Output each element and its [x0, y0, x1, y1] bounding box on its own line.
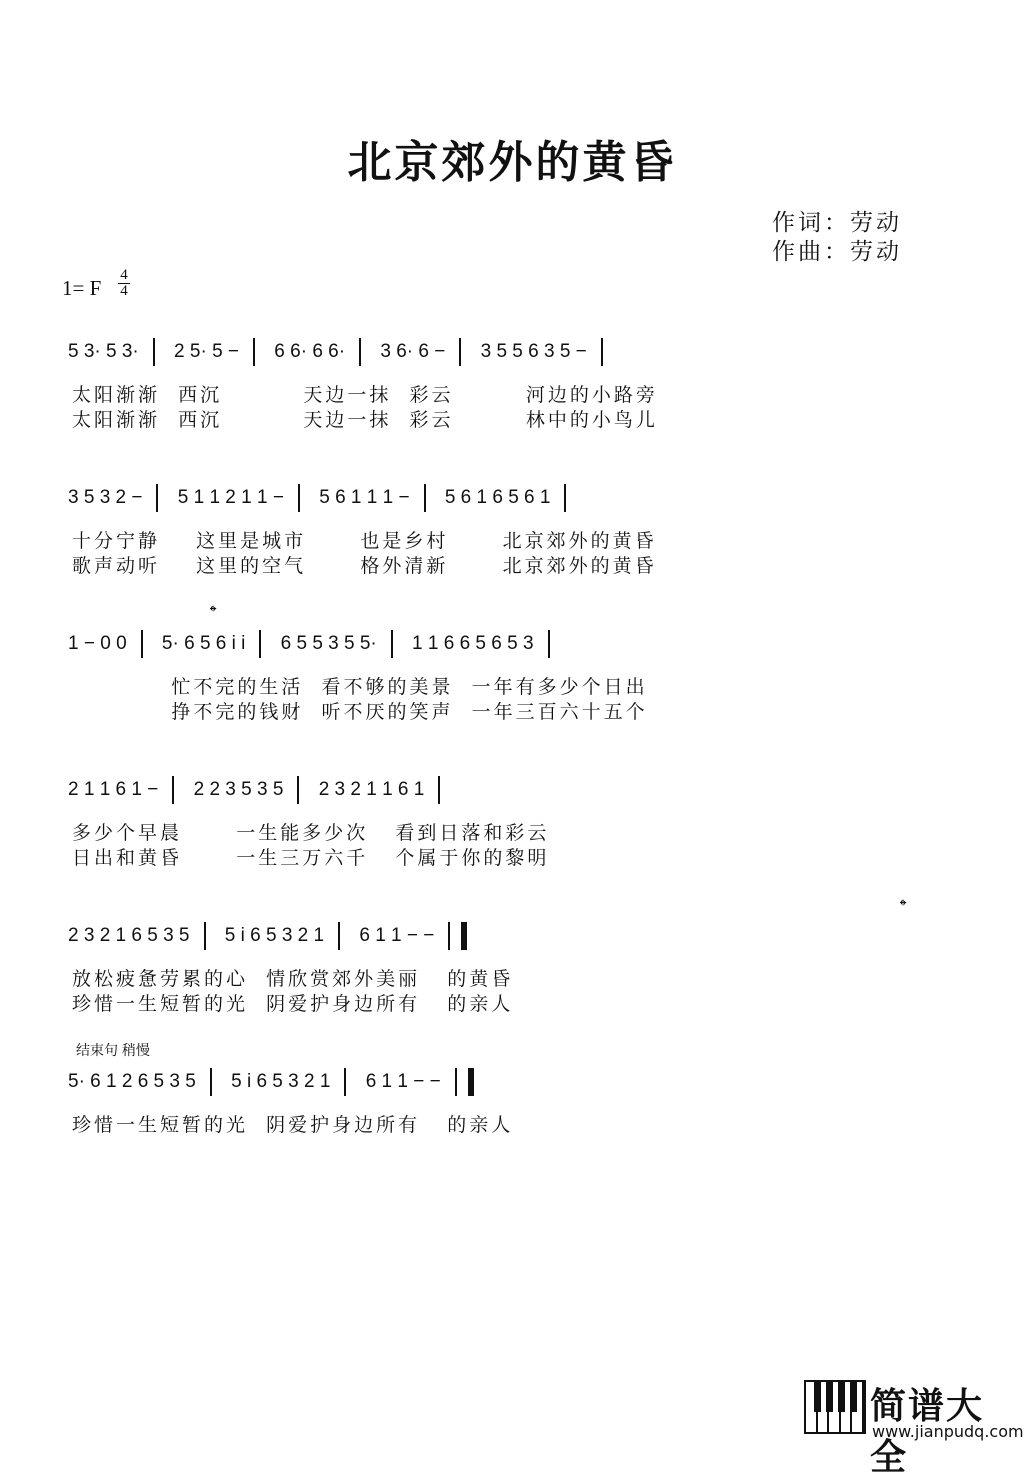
lyrics-line-1a: 太阳渐渐 西沉 天边一抹 彩云 河边的小路旁 — [72, 384, 658, 406]
repeat-barline — [448, 922, 450, 950]
lyrics-line-5a: 放松疲惫劳累的心 情欣赏郊外美丽 的黄昏 — [72, 968, 514, 990]
notation-line-1: 5 3· 5 3· 2 5· 5 − 6 6· 6 6· 3 6· 6 − 3 5 5 6 3 5 − — [62, 338, 922, 372]
score-title: 北京郊外的黄昏 — [347, 137, 677, 188]
lyrics-line-3a: 忙不完的生活 看不够的美景 一年有多少个日出 — [72, 676, 648, 698]
barline — [156, 484, 158, 512]
barline — [172, 776, 174, 804]
lyricist-credit: 作词：劳动 — [772, 210, 902, 236]
lyrics-line-1b: 太阳渐渐 西沉 天边一抹 彩云 林中的小鸟儿 — [72, 409, 658, 431]
barline — [424, 484, 426, 512]
barline — [391, 630, 393, 658]
time-signature: 4 4 — [118, 268, 130, 299]
final-barline — [468, 1068, 474, 1096]
lyrics-line-2b: 歌声动听 这里的空气 格外清新 北京郊外的黄昏 — [72, 555, 657, 577]
notation-line-3: 1 − 0 0 5· 6 5 6 i i 6 5 5 3 5 5· 1 1 6 6 5 6 5 3 — [62, 630, 922, 664]
barline — [601, 338, 603, 366]
barline — [141, 630, 143, 658]
barline — [210, 1068, 212, 1096]
barline — [344, 1068, 346, 1096]
lyrics-line-5b: 珍惜一生短暂的光 阴爱护身边所有 的亲人 — [72, 993, 514, 1015]
notation-line-2: 3 5 3 2 − 5 1 1 2 1 1 − 5 6 1 1 1 − 5 6 1 6 5 6 1 — [62, 484, 922, 518]
barline — [459, 338, 461, 366]
barline — [548, 630, 550, 658]
coda-sign: 𝄌 — [210, 602, 217, 623]
logo-name: 简谱大全 — [870, 1386, 985, 1478]
barline — [359, 338, 361, 366]
composer-credit: 作曲：劳动 — [772, 239, 902, 265]
barline — [455, 1068, 457, 1096]
barline — [259, 630, 261, 658]
notation-line-5: 2 3 2 1 6 5 3 5 5 i 6 5 3 2 1 6 1 1 − − — [62, 922, 922, 956]
barline — [204, 922, 206, 950]
site-logo[interactable] — [804, 1380, 1024, 1478]
ending-label: 结束句 稍慢 — [76, 1042, 150, 1058]
notation-line-4: 2 1 1 6 1 − 2 2 3 5 3 5 2 3 2 1 1 6 1 — [62, 776, 922, 810]
piano-keys-icon — [804, 1380, 866, 1434]
key-signature: 1= F — [62, 276, 102, 300]
logo-url[interactable]: www.jianpudq.com — [872, 1422, 1024, 1441]
notation-line-6: 5· 6 1 2 6 5 3 5 5 i 6 5 3 2 1 6 1 1 − − — [62, 1068, 922, 1102]
barline — [253, 338, 255, 366]
lyrics-line-4a: 多少个早晨 一生能多少次 看到日落和彩云 — [72, 822, 550, 844]
coda-sign: 𝄌 — [900, 896, 907, 917]
final-barline — [461, 922, 467, 950]
lyrics-line-6: 珍惜一生短暂的光 阴爱护身边所有 的亲人 — [72, 1114, 514, 1136]
lyrics-line-3b: 挣不完的钱财 听不厌的笑声 一年三百六十五个 — [72, 701, 648, 723]
barline — [298, 484, 300, 512]
barline — [438, 776, 440, 804]
barline — [297, 776, 299, 804]
barline — [564, 484, 566, 512]
barline — [338, 922, 340, 950]
lyrics-line-2a: 十分宁静 这里是城市 也是乡村 北京郊外的黄昏 — [72, 530, 657, 552]
barline — [153, 338, 155, 366]
lyrics-line-4b: 日出和黄昏 一生三万六千 个属于你的黎明 — [72, 847, 550, 869]
